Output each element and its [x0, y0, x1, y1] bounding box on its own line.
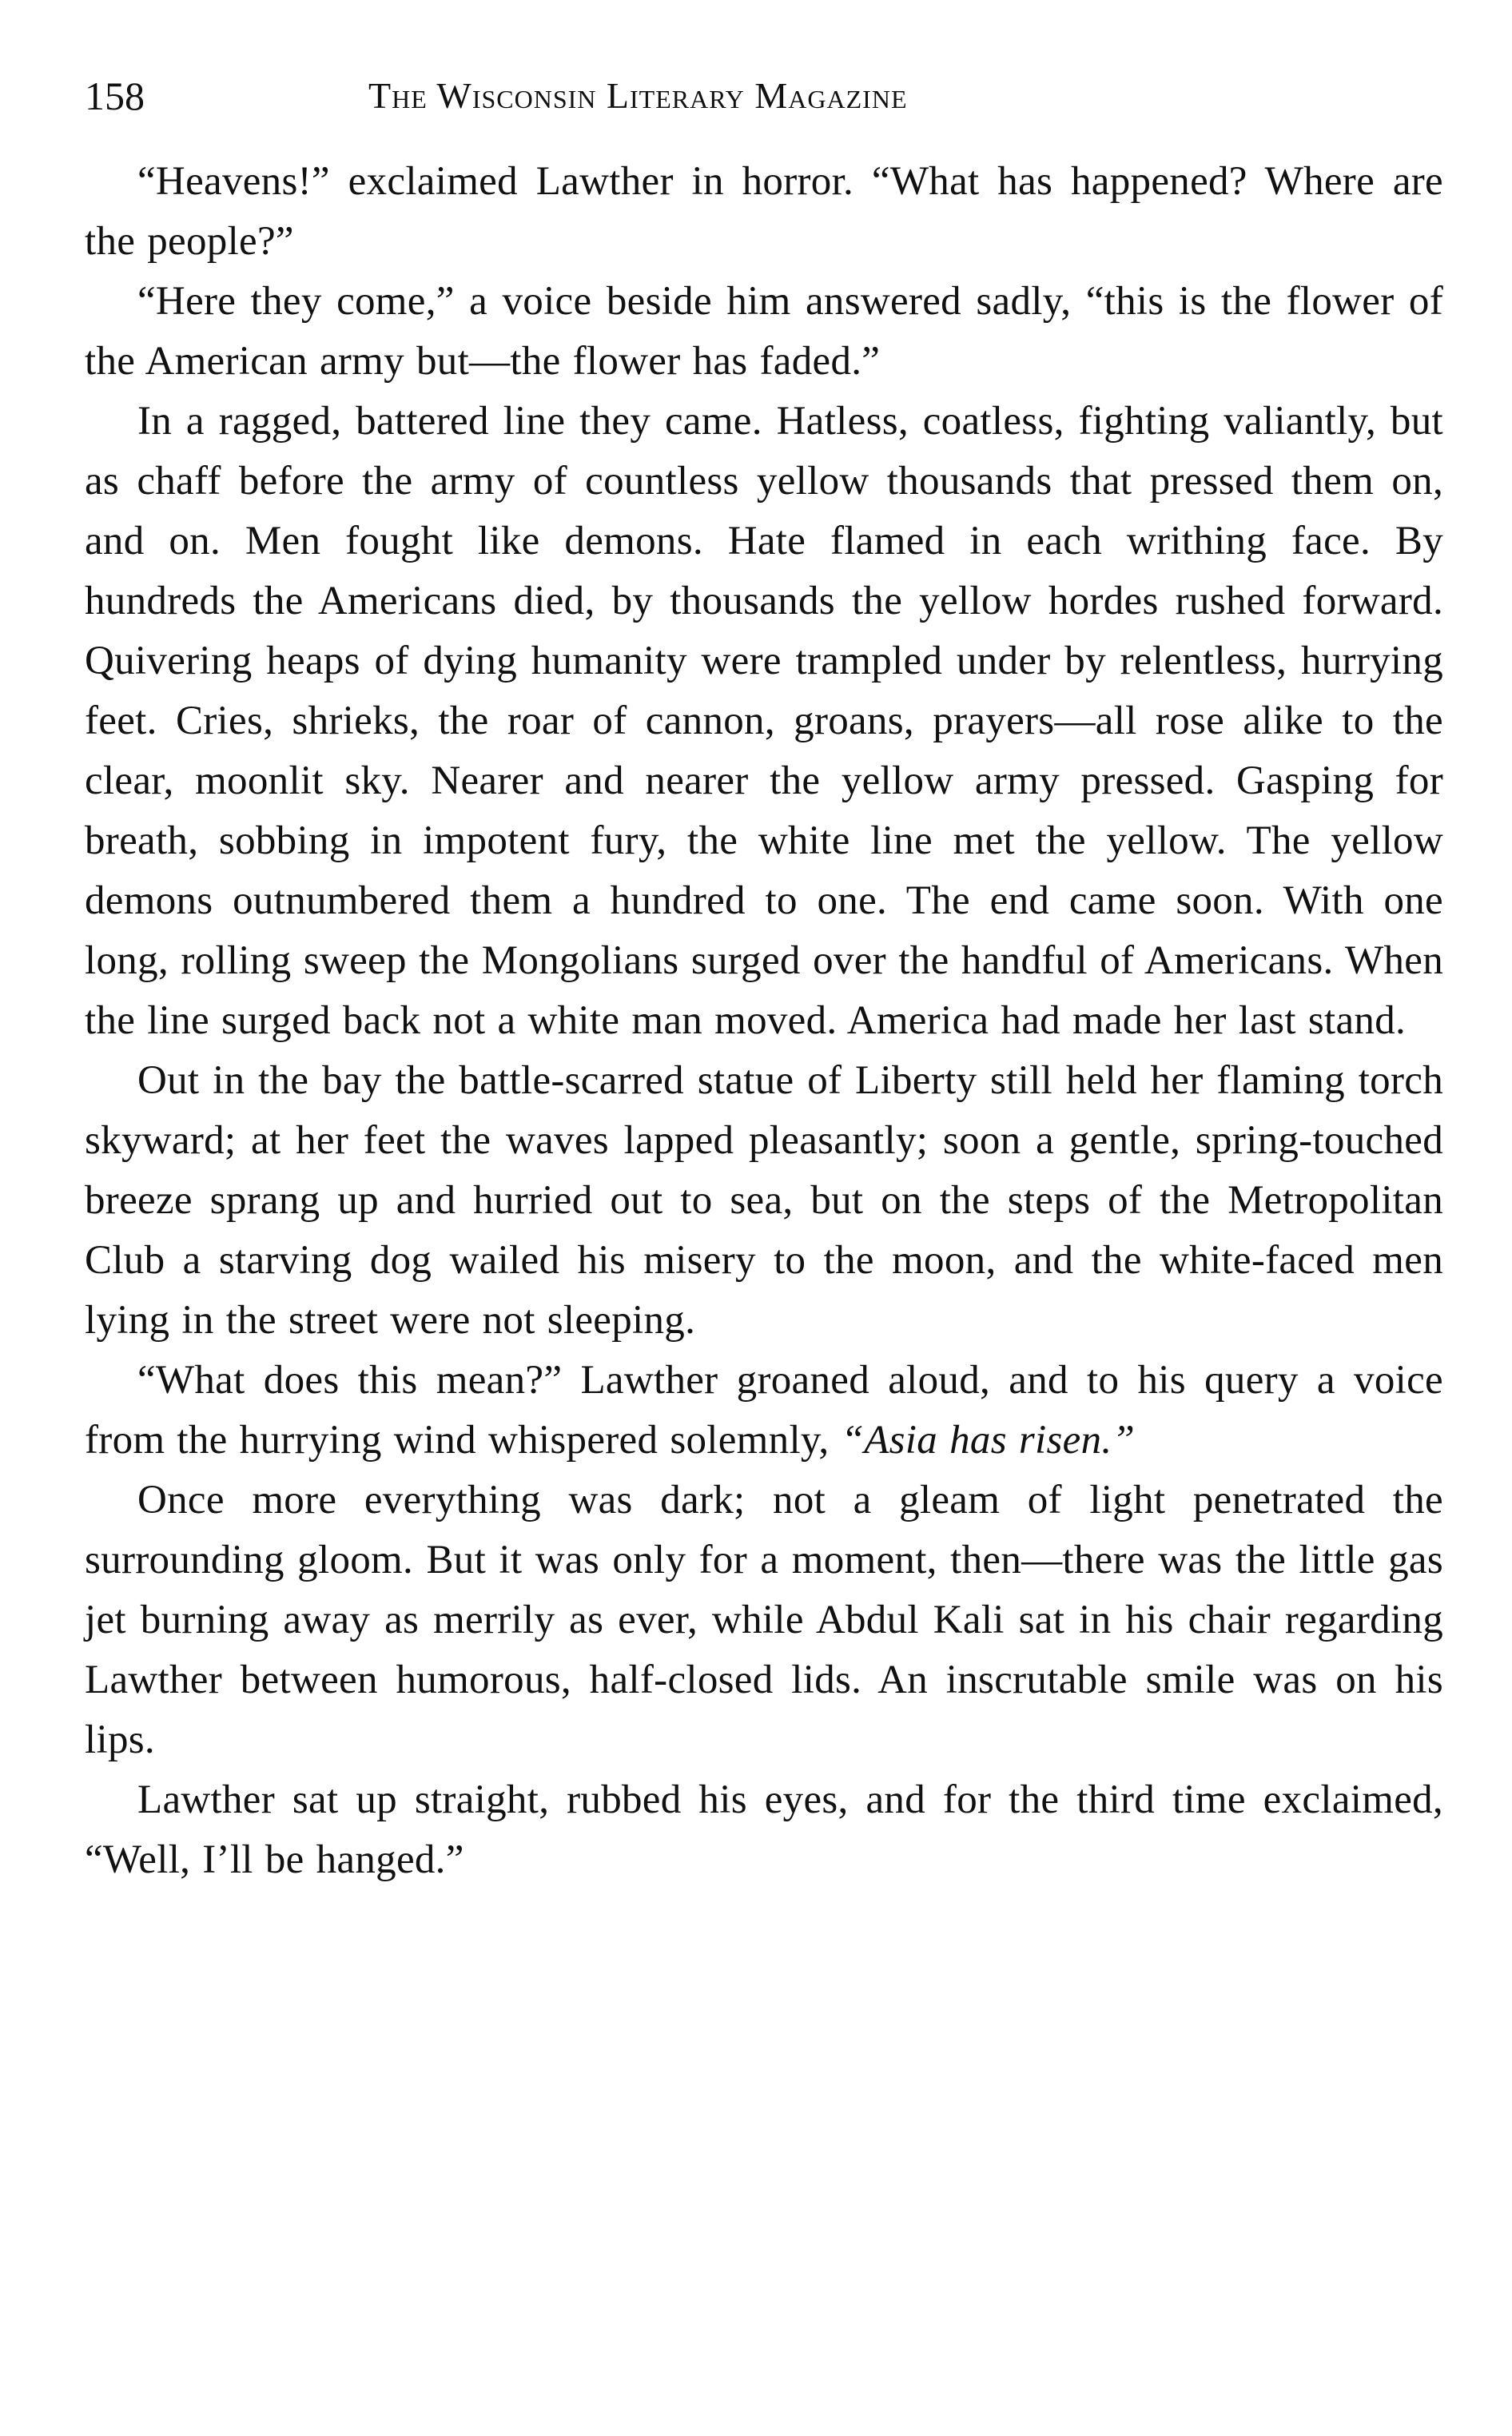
paragraph: Lawther sat up straight, rubbed his eyes, and for the third time exclaimed, “Well, I’ll be hanged.” — [85, 1777, 1443, 1882]
paragraph: Out in the bay the battle-scarred statue of Liberty still held her flaming torch skyward; at her feet the waves lapped pleasantly; soon a gentle, spring-touched breeze sprang up and hurried out to sea, but on the steps of the Metropolitan Club a starving dog wailed his misery to the moon, and the white-faced men lying in the street were not sleeping. — [85, 1058, 1443, 1343]
book-page — [85, 64, 1443, 1890]
paragraph-text: “What does this mean?” Lawther groaned aloud, and to his query a voice from the hurrying wind whispered solemnly, — [85, 1358, 1443, 1463]
journal-title: The Wisconsin Literary Magazine — [368, 75, 908, 116]
paragraph: In a ragged, battered line they came. Hatless, coatless, fighting valiantly, but as chaff before the army of countless yellow thousands that pressed them on, and on. Men fought like demons. Hate flamed in each writhing face. By hundreds the Americans died, by thousands the yellow hordes rushed forward. Quivering heaps of dying humanity were trampled under by relentless, hurrying feet. Cries, shrieks, the roar of cannon, groans, prayers—all rose alike to the clear, moonlit sky. Nearer and nearer the yellow army pressed. Gasping for breath, sobbing in impotent fury, the white line met the yellow. The yellow demons outnumbered them a hundred to one. The end came soon. With one long, rolling sweep the Mongolians surged over the handful of Americans. When the line surged back not a white man moved. America had made her last stand. — [85, 399, 1443, 1043]
italic-quote: “Asia has risen.” — [841, 1418, 1136, 1463]
text-body — [85, 152, 1443, 1890]
paragraph-with-italic — [85, 1351, 1443, 1471]
paragraph: Once more everything was dark; not a gleam of light penetrated the surrounding gloom. But it was only for a moment, then—there was the little gas jet burning away as merrily as ever, while Abdul Kali sat in his chair regarding Lawther between humorous, half-closed lids. An inscrutable smile was on his lips. — [85, 1478, 1443, 1762]
running-head — [85, 64, 1443, 136]
paragraph: “Heavens!” exclaimed Lawther in horror. “What has happened? Where are the people?” — [85, 159, 1443, 264]
page-number: 158 — [85, 74, 145, 118]
paragraph: “Here they come,” a voice beside him answered sadly, “this is the flower of the American army but—the flower has faded.” — [85, 279, 1443, 384]
